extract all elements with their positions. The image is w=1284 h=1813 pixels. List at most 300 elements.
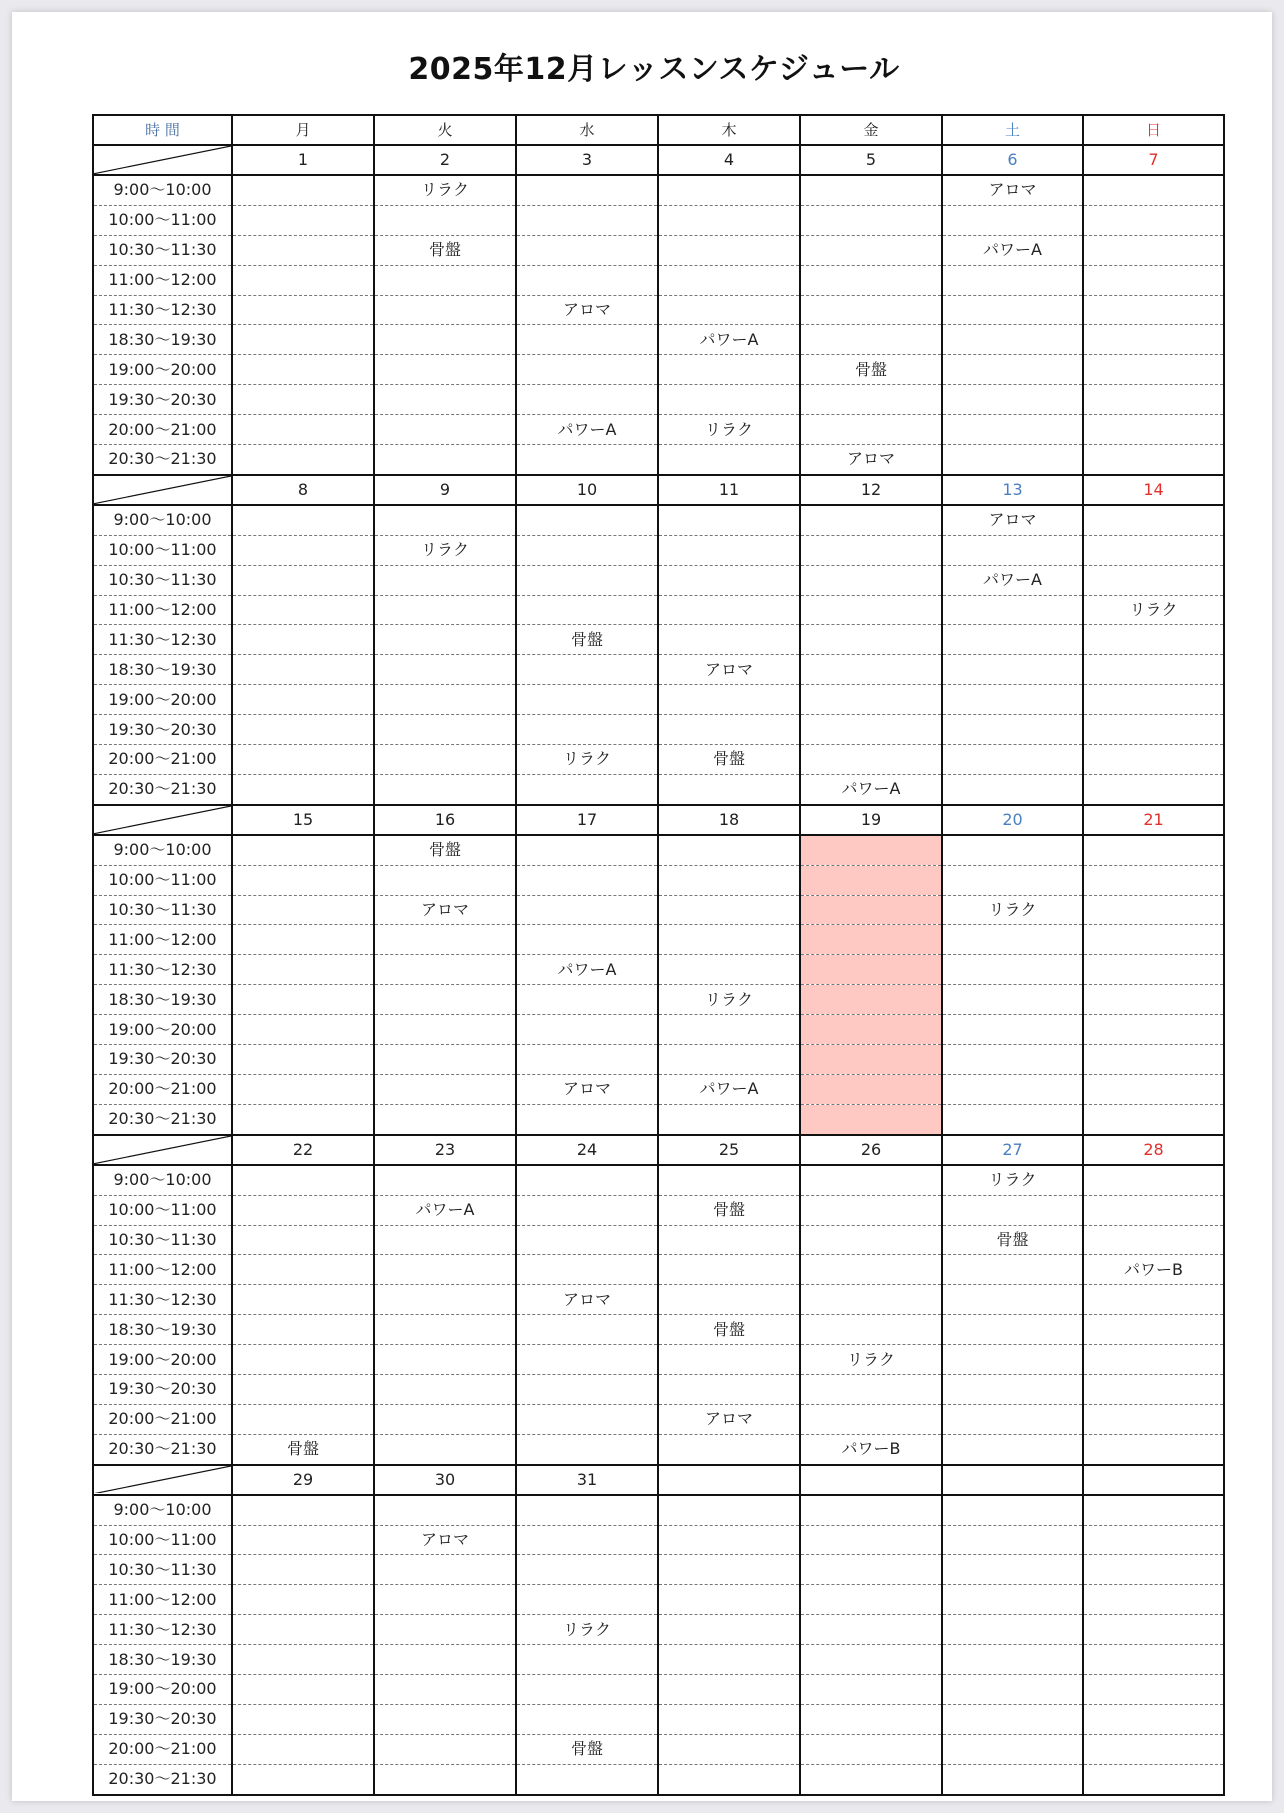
lesson-cell: リラク <box>516 1615 658 1645</box>
lesson-cell <box>942 1615 1083 1645</box>
lesson-cell <box>942 625 1083 655</box>
lesson-cell <box>516 175 658 205</box>
time-slot-row <box>93 175 1224 205</box>
day-header: 金 <box>800 115 942 145</box>
lesson-cell <box>800 1315 942 1345</box>
lesson-cell <box>374 1074 516 1104</box>
lesson-cell <box>800 1525 942 1555</box>
lesson-cell: パワーA <box>942 565 1083 595</box>
lesson-cell <box>1083 835 1224 865</box>
time-slot-label: 9:00〜10:00 <box>93 835 232 865</box>
lesson-cell <box>232 1195 374 1225</box>
lesson-cell <box>800 1374 942 1404</box>
lesson-cell <box>1083 1764 1224 1794</box>
time-slot-row <box>93 1074 1224 1104</box>
lesson-cell: リラク <box>658 985 800 1015</box>
lesson-cell <box>232 1764 374 1794</box>
lesson-cell <box>1083 1165 1224 1195</box>
lesson-cell: パワーA <box>942 235 1083 265</box>
date-cell: 8 <box>232 475 374 505</box>
highlighted-lesson-cell <box>800 1045 942 1075</box>
lesson-cell <box>232 1104 374 1134</box>
lesson-cell <box>516 715 658 745</box>
time-slot-label: 18:30〜19:30 <box>93 1645 232 1675</box>
time-slot-label: 10:00〜11:00 <box>93 1525 232 1555</box>
time-slot-row <box>93 1404 1224 1434</box>
lesson-cell <box>232 1045 374 1075</box>
lesson-cell <box>374 1315 516 1345</box>
lesson-cell <box>232 745 374 775</box>
lesson-cell <box>658 1434 800 1464</box>
lesson-cell: リラク <box>800 1345 942 1375</box>
lesson-cell <box>1083 1495 1224 1525</box>
lesson-cell <box>942 415 1083 445</box>
lesson-cell: アロマ <box>800 445 942 475</box>
lesson-cell <box>516 505 658 535</box>
date-cell <box>658 1465 800 1495</box>
lesson-cell <box>516 925 658 955</box>
time-slot-label: 11:30〜12:30 <box>93 1285 232 1315</box>
lesson-cell <box>374 505 516 535</box>
lesson-cell <box>658 1015 800 1045</box>
lesson-cell <box>658 774 800 804</box>
highlighted-lesson-cell <box>800 955 942 985</box>
lesson-cell <box>1083 1555 1224 1585</box>
lesson-cell <box>800 625 942 655</box>
time-slot-label: 11:30〜12:30 <box>93 955 232 985</box>
time-slot-label: 19:00〜20:00 <box>93 1015 232 1045</box>
lesson-cell: アロマ <box>942 505 1083 535</box>
lesson-cell <box>1083 1225 1224 1255</box>
time-slot-row <box>93 1674 1224 1704</box>
lesson-cell <box>232 265 374 295</box>
time-slot-row <box>93 774 1224 804</box>
lesson-cell <box>658 1255 800 1285</box>
time-slot-label: 19:00〜20:00 <box>93 1345 232 1375</box>
date-cell: 29 <box>232 1465 374 1495</box>
lesson-cell <box>374 205 516 235</box>
lesson-cell <box>232 355 374 385</box>
lesson-cell <box>800 1195 942 1225</box>
time-header: 時 間 <box>93 115 232 145</box>
lesson-cell <box>800 1225 942 1255</box>
lesson-cell <box>658 1555 800 1585</box>
lesson-cell <box>374 565 516 595</box>
lesson-cell: パワーA <box>658 325 800 355</box>
lesson-cell <box>232 595 374 625</box>
time-slot-label: 20:30〜21:30 <box>93 1434 232 1464</box>
time-slot-label: 11:00〜12:00 <box>93 595 232 625</box>
lesson-cell <box>658 955 800 985</box>
lesson-cell <box>374 1255 516 1285</box>
lesson-cell <box>232 1704 374 1734</box>
time-slot-row <box>93 625 1224 655</box>
lesson-cell <box>942 1495 1083 1525</box>
lesson-cell <box>800 505 942 535</box>
lesson-cell <box>800 1255 942 1285</box>
time-slot-label: 10:30〜11:30 <box>93 565 232 595</box>
lesson-cell <box>942 655 1083 685</box>
lesson-cell <box>942 1104 1083 1134</box>
time-slot-row <box>93 325 1224 355</box>
lesson-cell <box>232 1015 374 1045</box>
lesson-cell <box>658 205 800 235</box>
lesson-cell <box>942 1734 1083 1764</box>
lesson-cell <box>232 1495 374 1525</box>
lesson-cell <box>232 1734 374 1764</box>
date-cell: 21 <box>1083 805 1224 835</box>
lesson-cell <box>1083 1374 1224 1404</box>
lesson-cell: パワーB <box>1083 1255 1224 1285</box>
lesson-cell <box>1083 325 1224 355</box>
lesson-cell: 骨盤 <box>516 1734 658 1764</box>
lesson-cell <box>800 1495 942 1525</box>
time-slot-label: 20:00〜21:00 <box>93 1734 232 1764</box>
time-slot-label: 18:30〜19:30 <box>93 655 232 685</box>
lesson-cell <box>232 715 374 745</box>
date-cell: 2 <box>374 145 516 175</box>
lesson-cell <box>800 745 942 775</box>
time-slot-label: 19:30〜20:30 <box>93 385 232 415</box>
lesson-cell <box>1083 235 1224 265</box>
lesson-cell <box>516 205 658 235</box>
lesson-cell <box>232 295 374 325</box>
time-slot-label: 20:00〜21:00 <box>93 745 232 775</box>
lesson-cell <box>232 1404 374 1434</box>
lesson-cell <box>374 985 516 1015</box>
lesson-cell <box>800 685 942 715</box>
time-slot-row <box>93 595 1224 625</box>
time-slot-row <box>93 835 1224 865</box>
time-slot-label: 9:00〜10:00 <box>93 175 232 205</box>
time-slot-label: 18:30〜19:30 <box>93 1315 232 1345</box>
lesson-cell: パワーA <box>374 1195 516 1225</box>
time-slot-row <box>93 1345 1224 1375</box>
date-cell: 3 <box>516 145 658 175</box>
lesson-cell <box>374 1615 516 1645</box>
lesson-cell <box>942 835 1083 865</box>
time-slot-row <box>93 235 1224 265</box>
highlighted-lesson-cell <box>800 925 942 955</box>
time-slot-label: 11:00〜12:00 <box>93 265 232 295</box>
time-slot-label: 19:30〜20:30 <box>93 1374 232 1404</box>
highlighted-lesson-cell <box>800 865 942 895</box>
lesson-cell: 骨盤 <box>658 745 800 775</box>
lesson-cell <box>232 1585 374 1615</box>
lesson-cell: パワーA <box>800 774 942 804</box>
diagonal-corner-cell <box>93 1135 232 1165</box>
time-slot-label: 11:30〜12:30 <box>93 295 232 325</box>
lesson-cell <box>1083 295 1224 325</box>
lesson-cell <box>942 1585 1083 1615</box>
lesson-cell <box>516 1525 658 1555</box>
lesson-cell <box>232 835 374 865</box>
lesson-cell <box>658 1615 800 1645</box>
time-slot-row <box>93 505 1224 535</box>
time-slot-row <box>93 685 1224 715</box>
lesson-cell: リラク <box>942 1165 1083 1195</box>
lesson-cell <box>516 1764 658 1794</box>
date-cell: 5 <box>800 145 942 175</box>
time-slot-label: 20:30〜21:30 <box>93 445 232 475</box>
lesson-cell <box>942 1434 1083 1464</box>
highlighted-lesson-cell <box>800 835 942 865</box>
lesson-cell <box>516 985 658 1015</box>
highlighted-lesson-cell <box>800 895 942 925</box>
time-slot-label: 11:00〜12:00 <box>93 925 232 955</box>
lesson-cell <box>800 1285 942 1315</box>
lesson-cell <box>658 865 800 895</box>
lesson-cell <box>232 175 374 205</box>
lesson-cell <box>942 1045 1083 1075</box>
date-cell: 27 <box>942 1135 1083 1165</box>
lesson-cell <box>374 1374 516 1404</box>
lesson-cell <box>800 1555 942 1585</box>
lesson-cell <box>942 535 1083 565</box>
date-cell: 12 <box>800 475 942 505</box>
lesson-cell <box>232 535 374 565</box>
date-cell: 13 <box>942 475 1083 505</box>
lesson-cell: 骨盤 <box>800 355 942 385</box>
lesson-cell <box>942 295 1083 325</box>
time-slot-row <box>93 1045 1224 1075</box>
lesson-cell <box>1083 1615 1224 1645</box>
lesson-cell <box>374 715 516 745</box>
time-slot-label: 10:00〜11:00 <box>93 535 232 565</box>
lesson-cell <box>658 385 800 415</box>
lesson-cell: 骨盤 <box>374 835 516 865</box>
lesson-cell <box>1083 265 1224 295</box>
lesson-cell <box>658 1525 800 1555</box>
lesson-cell <box>232 1525 374 1555</box>
time-slot-label: 10:30〜11:30 <box>93 1225 232 1255</box>
time-slot-row <box>93 895 1224 925</box>
lesson-cell <box>800 325 942 355</box>
date-cell: 4 <box>658 145 800 175</box>
time-slot-label: 20:00〜21:00 <box>93 1074 232 1104</box>
date-cell: 31 <box>516 1465 658 1495</box>
lesson-cell <box>232 1165 374 1195</box>
time-slot-row <box>93 1315 1224 1345</box>
lesson-cell <box>658 1645 800 1675</box>
time-slot-row <box>93 745 1224 775</box>
lesson-cell <box>232 1255 374 1285</box>
lesson-cell <box>942 1345 1083 1375</box>
lesson-cell <box>800 295 942 325</box>
lesson-cell <box>374 1045 516 1075</box>
lesson-cell <box>374 265 516 295</box>
time-slot-label: 20:00〜21:00 <box>93 415 232 445</box>
lesson-cell <box>374 745 516 775</box>
lesson-cell: アロマ <box>516 1074 658 1104</box>
lesson-cell <box>658 1704 800 1734</box>
lesson-cell <box>1083 1704 1224 1734</box>
lesson-cell <box>800 535 942 565</box>
lesson-cell <box>232 505 374 535</box>
time-slot-label: 10:30〜11:30 <box>93 895 232 925</box>
time-slot-row <box>93 265 1224 295</box>
lesson-cell <box>374 1104 516 1134</box>
time-slot-row <box>93 1585 1224 1615</box>
time-slot-row <box>93 1764 1224 1794</box>
lesson-cell <box>942 985 1083 1015</box>
lesson-cell <box>374 1225 516 1255</box>
lesson-cell <box>800 1585 942 1615</box>
lesson-cell: 骨盤 <box>232 1434 374 1464</box>
time-slot-row <box>93 1555 1224 1585</box>
lesson-cell <box>1083 685 1224 715</box>
day-header: 水 <box>516 115 658 145</box>
lesson-cell <box>942 1195 1083 1225</box>
date-cell: 18 <box>658 805 800 835</box>
lesson-cell <box>1083 415 1224 445</box>
time-slot-row <box>93 655 1224 685</box>
time-slot-label: 20:30〜21:30 <box>93 1764 232 1794</box>
time-slot-label: 11:30〜12:30 <box>93 625 232 655</box>
lesson-cell <box>232 205 374 235</box>
date-cell: 11 <box>658 475 800 505</box>
lesson-cell <box>232 655 374 685</box>
lesson-cell: パワーA <box>516 415 658 445</box>
date-cell: 19 <box>800 805 942 835</box>
lesson-cell <box>516 1195 658 1225</box>
lesson-cell <box>374 1165 516 1195</box>
lesson-cell <box>516 235 658 265</box>
lesson-cell <box>232 1285 374 1315</box>
lesson-cell: アロマ <box>516 1285 658 1315</box>
lesson-cell <box>232 1074 374 1104</box>
lesson-cell <box>1083 745 1224 775</box>
lesson-cell <box>516 1555 658 1585</box>
lesson-cell <box>800 1764 942 1794</box>
lesson-cell <box>942 1645 1083 1675</box>
lesson-cell <box>516 1645 658 1675</box>
lesson-cell <box>516 1015 658 1045</box>
lesson-cell <box>374 1704 516 1734</box>
lesson-cell <box>942 205 1083 235</box>
lesson-cell <box>232 685 374 715</box>
lesson-cell <box>800 205 942 235</box>
date-cell <box>1083 1465 1224 1495</box>
lesson-cell <box>1083 1045 1224 1075</box>
lesson-cell <box>232 325 374 355</box>
lesson-cell <box>374 1674 516 1704</box>
date-cell: 24 <box>516 1135 658 1165</box>
time-slot-row <box>93 1495 1224 1525</box>
lesson-cell: パワーA <box>658 1074 800 1104</box>
lesson-cell <box>232 865 374 895</box>
lesson-cell <box>658 1285 800 1315</box>
lesson-cell <box>232 385 374 415</box>
time-slot-row <box>93 1434 1224 1464</box>
lesson-cell <box>942 445 1083 475</box>
lesson-cell <box>516 1045 658 1075</box>
week-date-row <box>93 1465 1224 1495</box>
lesson-cell <box>1083 1404 1224 1434</box>
lesson-cell <box>232 925 374 955</box>
lesson-cell <box>942 325 1083 355</box>
time-slot-row <box>93 1374 1224 1404</box>
lesson-cell <box>658 1104 800 1134</box>
lesson-cell <box>942 355 1083 385</box>
page-title: 2025年12月レッスンスケジュール <box>408 52 900 87</box>
lesson-cell <box>232 774 374 804</box>
lesson-cell <box>232 955 374 985</box>
time-slot-label: 19:30〜20:30 <box>93 1045 232 1075</box>
lesson-cell <box>1083 655 1224 685</box>
time-slot-row <box>93 535 1224 565</box>
day-header: 木 <box>658 115 800 145</box>
lesson-cell <box>374 955 516 985</box>
lesson-cell <box>1083 1074 1224 1104</box>
lesson-cell <box>516 385 658 415</box>
lesson-cell <box>1083 445 1224 475</box>
lesson-cell <box>232 625 374 655</box>
lesson-cell <box>658 1225 800 1255</box>
lesson-cell <box>1083 1734 1224 1764</box>
lesson-cell <box>516 1315 658 1345</box>
lesson-cell <box>516 445 658 475</box>
lesson-cell <box>658 715 800 745</box>
lesson-cell <box>1083 625 1224 655</box>
lesson-cell <box>516 595 658 625</box>
lesson-cell <box>800 1674 942 1704</box>
lesson-cell <box>1083 1345 1224 1375</box>
lesson-cell <box>232 1225 374 1255</box>
lesson-cell: 骨盤 <box>658 1315 800 1345</box>
lesson-cell <box>516 865 658 895</box>
lesson-cell <box>1083 535 1224 565</box>
lesson-cell <box>374 1015 516 1045</box>
lesson-cell <box>232 415 374 445</box>
lesson-cell <box>942 865 1083 895</box>
lesson-cell <box>658 265 800 295</box>
week-date-row <box>93 805 1224 835</box>
time-slot-row <box>93 715 1224 745</box>
date-cell: 10 <box>516 475 658 505</box>
lesson-cell <box>1083 1285 1224 1315</box>
week-date-row <box>93 1135 1224 1165</box>
time-slot-label: 10:30〜11:30 <box>93 235 232 265</box>
lesson-cell <box>658 235 800 265</box>
lesson-cell <box>1083 1434 1224 1464</box>
lesson-cell <box>232 1645 374 1675</box>
lesson-cell <box>658 1374 800 1404</box>
lesson-cell <box>942 1764 1083 1794</box>
lesson-cell <box>942 1374 1083 1404</box>
lesson-cell <box>942 925 1083 955</box>
lesson-cell <box>1083 985 1224 1015</box>
lesson-cell <box>516 1225 658 1255</box>
lesson-cell <box>658 925 800 955</box>
lesson-cell <box>374 1585 516 1615</box>
lesson-cell <box>658 1165 800 1195</box>
lesson-cell <box>374 1285 516 1315</box>
lesson-cell <box>374 355 516 385</box>
lesson-cell <box>1083 774 1224 804</box>
lesson-cell <box>658 535 800 565</box>
schedule-page <box>12 12 1272 1801</box>
lesson-cell <box>658 445 800 475</box>
lesson-cell <box>516 774 658 804</box>
time-slot-row <box>93 1255 1224 1285</box>
week-date-row <box>93 145 1224 175</box>
lesson-cell <box>374 595 516 625</box>
lesson-cell <box>374 1404 516 1434</box>
schedule-table <box>92 114 1225 1796</box>
lesson-cell <box>516 1404 658 1434</box>
lesson-cell <box>374 865 516 895</box>
